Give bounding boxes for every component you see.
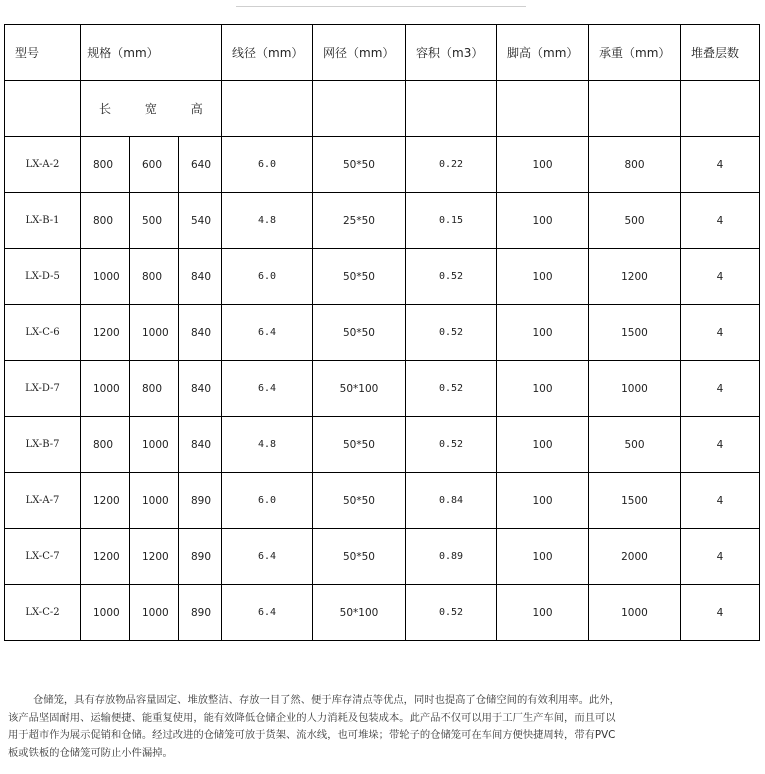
cell-foot: 100 xyxy=(497,137,589,193)
header-volume: 容积（m3） xyxy=(406,25,497,81)
cell-height: 890 xyxy=(179,529,222,585)
cell-stack: 4 xyxy=(681,305,760,361)
header-mesh: 网径（mm） xyxy=(313,25,406,81)
cell-wire: 4.8 xyxy=(222,417,313,473)
cell-load: 500 xyxy=(589,417,681,473)
cell-foot: 100 xyxy=(497,473,589,529)
table-row xyxy=(5,137,760,193)
cell-wire: 6.0 xyxy=(222,473,313,529)
cell-wire: 6.4 xyxy=(222,305,313,361)
description-text: 仓储笼，具有存放物品容量固定、堆放整洁、存放一目了然、便于库存清点等优点，同时也提高了仓储空间的有效利用率。此外，该产品坚固耐用、运输便捷、能重复使用，能有效降低仓储企业的人力消耗及包装成本。此产品不仅可以用于工厂生产车间，而且可以用于超市作为展示促销和仓储。经过改进的仓储笼可放于货架、流水线，也可堆垛；带轮子的仓储笼可在车间方便快捷周转，带有PVC板或铁板的仓储笼可防止小件漏掉。 xyxy=(8,694,620,759)
cell-foot: 100 xyxy=(497,417,589,473)
cell-height: 890 xyxy=(179,585,222,641)
cell-mesh: 25*50 xyxy=(313,193,406,249)
subheader-blank xyxy=(681,81,760,137)
cell-length: 800 xyxy=(81,137,130,193)
cell-model: LX-C-6 xyxy=(5,305,81,361)
cell-width: 1200 xyxy=(130,529,179,585)
cell-model: LX-C-7 xyxy=(5,529,81,585)
subheader-height: 高 xyxy=(190,102,203,116)
cell-width: 1000 xyxy=(130,585,179,641)
table-row xyxy=(5,529,760,585)
cell-length: 800 xyxy=(81,193,130,249)
cell-stack: 4 xyxy=(681,361,760,417)
cell-height: 840 xyxy=(179,361,222,417)
cell-load: 1000 xyxy=(589,585,681,641)
cell-wire: 6.0 xyxy=(222,137,313,193)
cell-load: 1500 xyxy=(589,473,681,529)
cell-foot: 100 xyxy=(497,305,589,361)
cell-stack: 4 xyxy=(681,137,760,193)
subheader-width: 宽 xyxy=(144,102,157,116)
cell-foot: 100 xyxy=(497,193,589,249)
spec-table xyxy=(4,24,760,641)
cell-volume: 0.52 xyxy=(406,361,497,417)
cell-volume: 0.52 xyxy=(406,305,497,361)
cell-mesh: 50*50 xyxy=(313,249,406,305)
header-wire: 线径（mm） xyxy=(222,25,313,81)
cell-load: 2000 xyxy=(589,529,681,585)
cell-load: 1200 xyxy=(589,249,681,305)
cell-length: 800 xyxy=(81,417,130,473)
cell-width: 1000 xyxy=(130,417,179,473)
subheader-blank xyxy=(5,81,81,137)
cell-mesh: 50*50 xyxy=(313,473,406,529)
header-stack: 堆叠层数 xyxy=(681,25,760,81)
cell-length: 1000 xyxy=(81,249,130,305)
subheader-length: 长 xyxy=(99,102,112,116)
cell-load: 1500 xyxy=(589,305,681,361)
cell-wire: 6.0 xyxy=(222,249,313,305)
cell-mesh: 50*100 xyxy=(313,585,406,641)
cell-length: 1200 xyxy=(81,529,130,585)
subheader-row xyxy=(5,81,760,137)
subheader-blank xyxy=(313,81,406,137)
cell-volume: 0.52 xyxy=(406,585,497,641)
cell-wire: 6.4 xyxy=(222,529,313,585)
cell-length: 1200 xyxy=(81,473,130,529)
cell-volume: 0.52 xyxy=(406,417,497,473)
cell-width: 1000 xyxy=(130,305,179,361)
cell-width: 800 xyxy=(130,249,179,305)
cell-model: LX-D-5 xyxy=(5,249,81,305)
table-row xyxy=(5,193,760,249)
cell-load: 500 xyxy=(589,193,681,249)
cell-mesh: 50*50 xyxy=(313,305,406,361)
table-row xyxy=(5,361,760,417)
header-spec: 规格（mm） xyxy=(81,25,222,81)
header-row xyxy=(5,25,760,81)
table-row xyxy=(5,473,760,529)
cell-foot: 100 xyxy=(497,529,589,585)
cell-mesh: 50*50 xyxy=(313,417,406,473)
cell-height: 840 xyxy=(179,417,222,473)
cell-foot: 100 xyxy=(497,585,589,641)
cell-volume: 0.15 xyxy=(406,193,497,249)
cell-volume: 0.89 xyxy=(406,529,497,585)
cell-model: LX-C-2 xyxy=(5,585,81,641)
cell-model: LX-D-7 xyxy=(5,361,81,417)
cell-height: 890 xyxy=(179,473,222,529)
header-load: 承重（mm） xyxy=(589,25,681,81)
cell-length: 1200 xyxy=(81,305,130,361)
table-row xyxy=(5,249,760,305)
cell-height: 840 xyxy=(179,249,222,305)
cell-mesh: 50*100 xyxy=(313,361,406,417)
cell-length: 1000 xyxy=(81,585,130,641)
cell-stack: 4 xyxy=(681,585,760,641)
cell-height: 640 xyxy=(179,137,222,193)
table-row xyxy=(5,305,760,361)
cell-model: LX-A-7 xyxy=(5,473,81,529)
table-row xyxy=(5,417,760,473)
header-model: 型号 xyxy=(5,25,81,81)
subheader-blank xyxy=(497,81,589,137)
cell-width: 500 xyxy=(130,193,179,249)
top-divider xyxy=(236,6,526,7)
cell-length: 1000 xyxy=(81,361,130,417)
cell-width: 1000 xyxy=(130,473,179,529)
cell-wire: 6.4 xyxy=(222,585,313,641)
cell-model: LX-B-7 xyxy=(5,417,81,473)
product-description xyxy=(8,692,623,762)
cell-width: 800 xyxy=(130,361,179,417)
cell-model: LX-B-1 xyxy=(5,193,81,249)
cell-width: 600 xyxy=(130,137,179,193)
cell-load: 800 xyxy=(589,137,681,193)
subheader-dimensions xyxy=(81,81,222,137)
cell-foot: 100 xyxy=(497,249,589,305)
cell-load: 1000 xyxy=(589,361,681,417)
subheader-blank xyxy=(589,81,681,137)
subheader-blank xyxy=(406,81,497,137)
cell-mesh: 50*50 xyxy=(313,137,406,193)
cell-volume: 0.84 xyxy=(406,473,497,529)
cell-mesh: 50*50 xyxy=(313,529,406,585)
cell-wire: 4.8 xyxy=(222,193,313,249)
cell-wire: 6.4 xyxy=(222,361,313,417)
cell-foot: 100 xyxy=(497,361,589,417)
subheader-blank xyxy=(222,81,313,137)
table-row xyxy=(5,585,760,641)
cell-stack: 4 xyxy=(681,417,760,473)
cell-height: 540 xyxy=(179,193,222,249)
cell-stack: 4 xyxy=(681,473,760,529)
cell-model: LX-A-2 xyxy=(5,137,81,193)
cell-stack: 4 xyxy=(681,529,760,585)
header-foot: 脚高（mm） xyxy=(497,25,589,81)
cell-volume: 0.52 xyxy=(406,249,497,305)
cell-height: 840 xyxy=(179,305,222,361)
cell-stack: 4 xyxy=(681,193,760,249)
cell-stack: 4 xyxy=(681,249,760,305)
cell-volume: 0.22 xyxy=(406,137,497,193)
